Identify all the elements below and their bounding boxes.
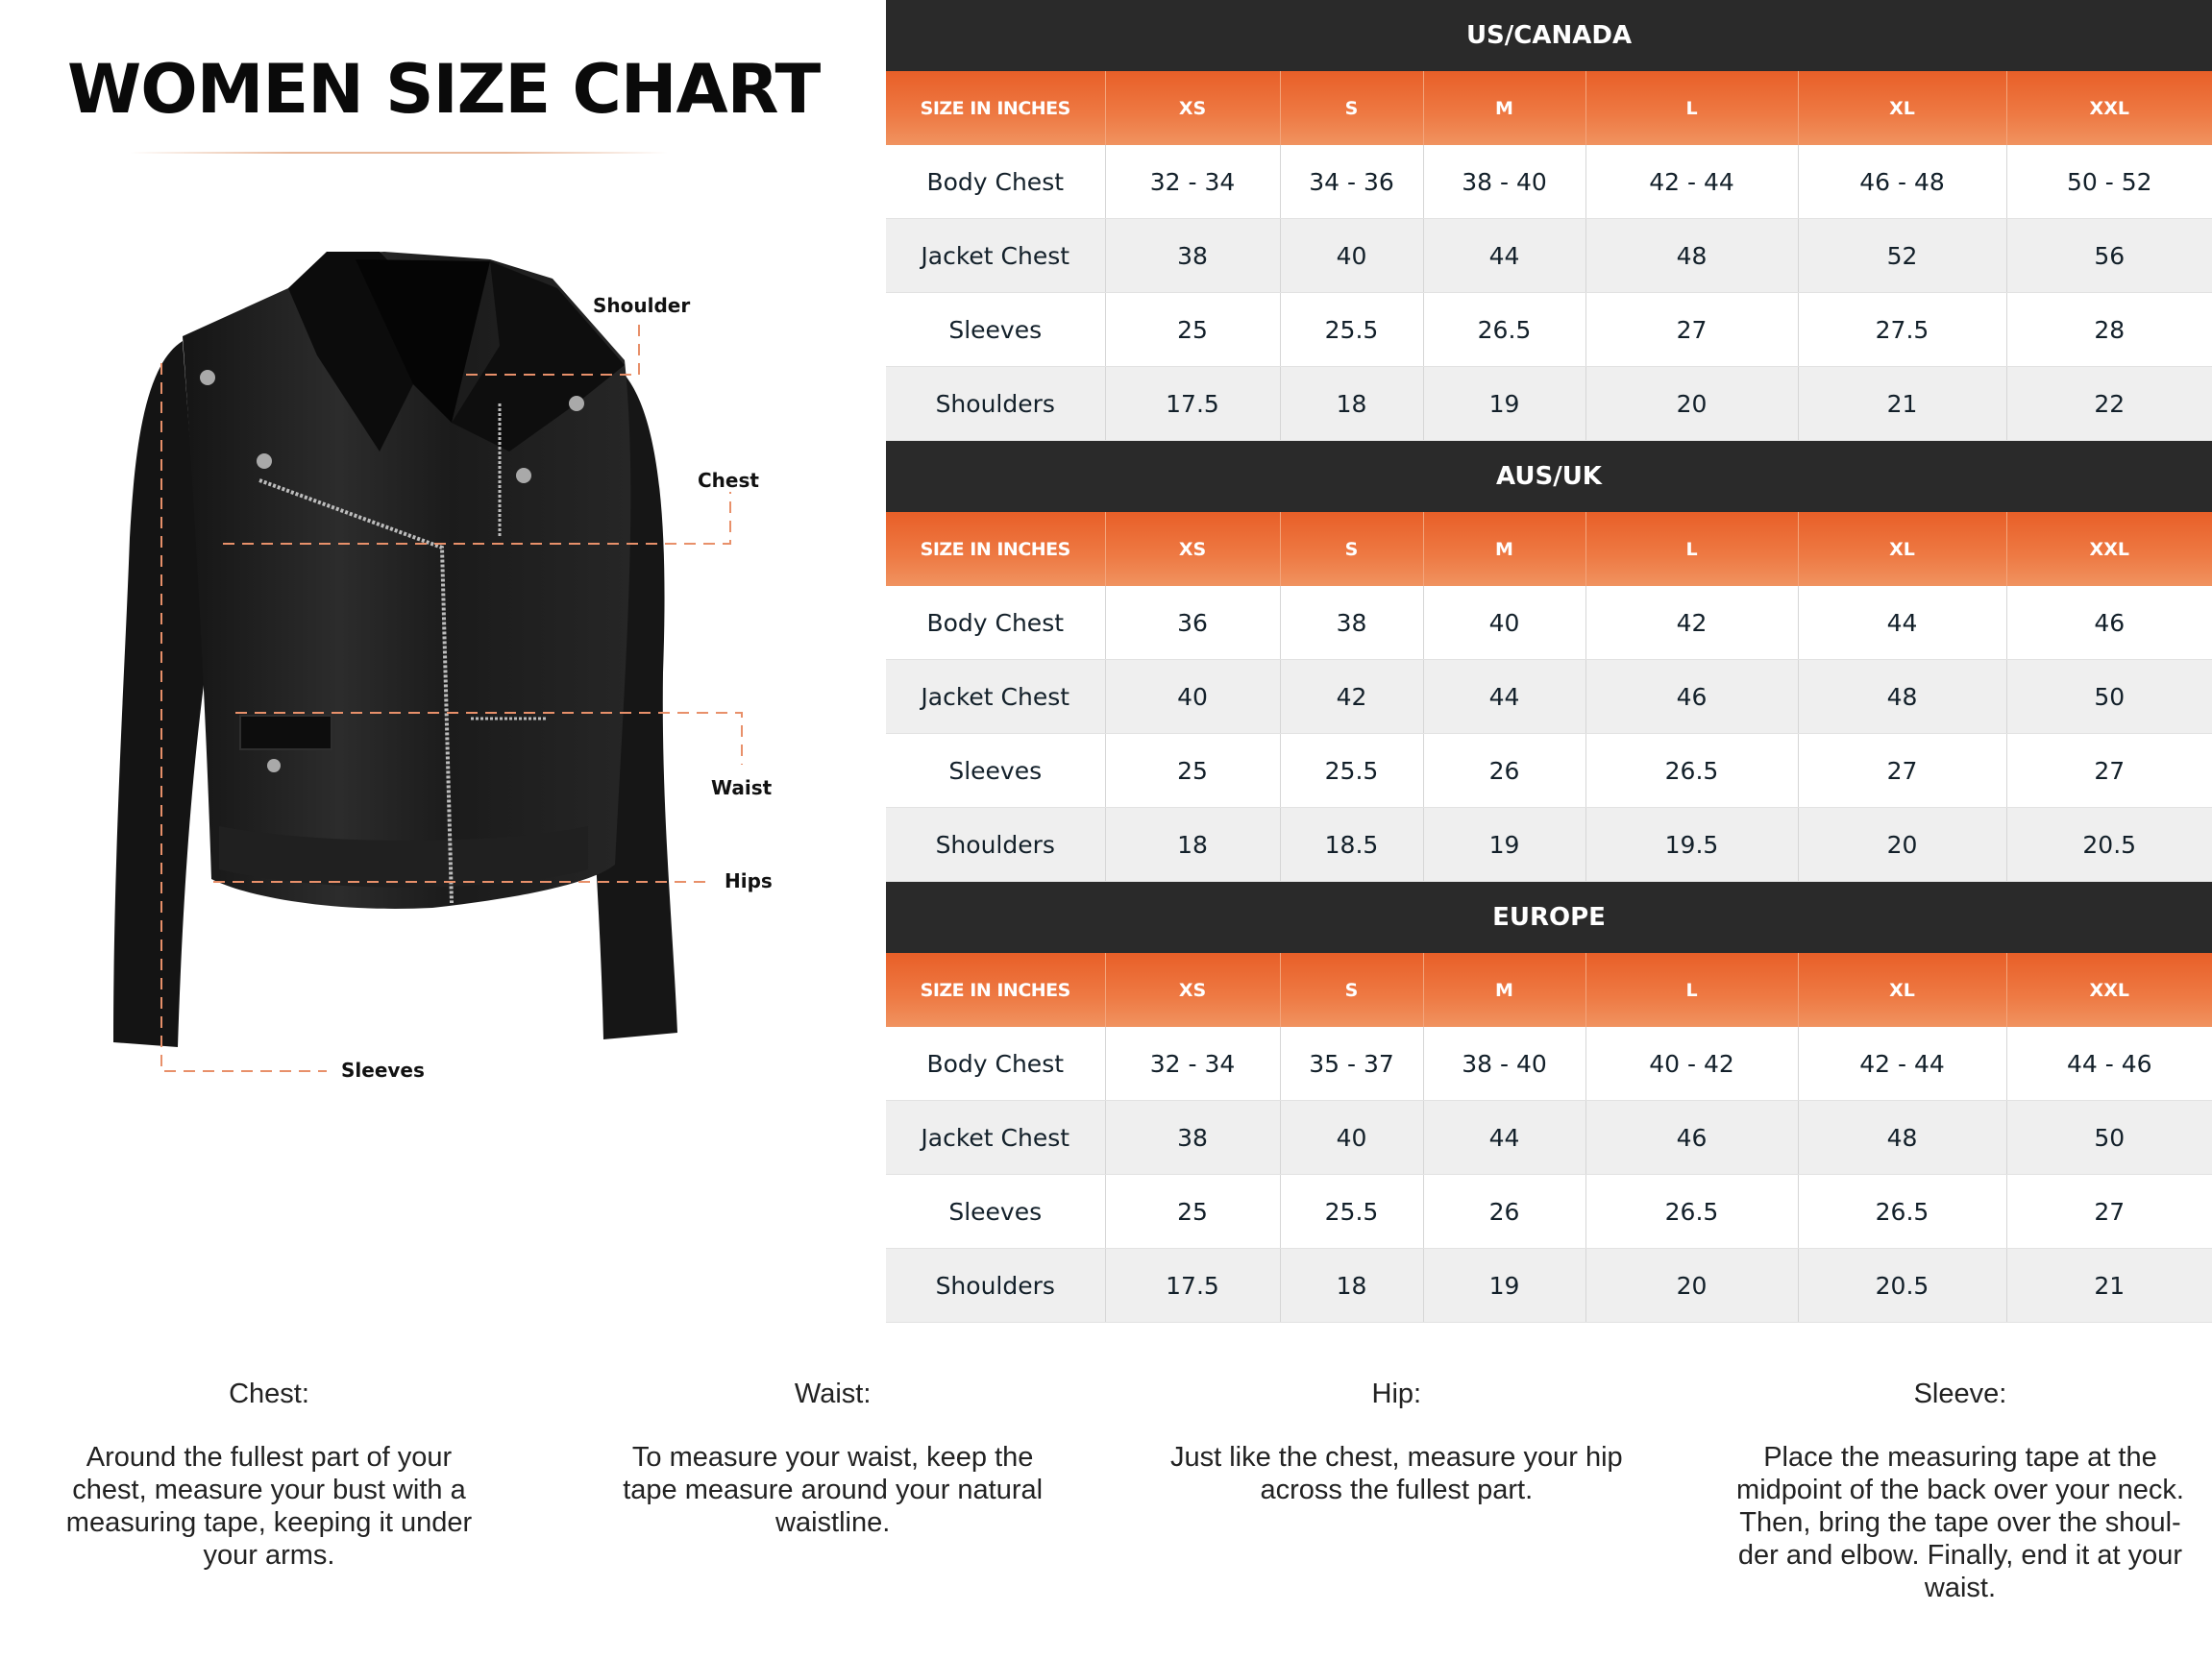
cell: 38 <box>1105 1101 1280 1175</box>
table-row <box>886 1027 2212 1101</box>
note-line: across the fullest part. <box>1260 1475 1534 1505</box>
note-line: der and elbow. Finally, end it at your <box>1737 1540 2183 1571</box>
cell: 48 <box>1798 660 2006 734</box>
cell: 35 - 37 <box>1280 1027 1423 1101</box>
cell: 32 - 34 <box>1105 145 1280 219</box>
table-header-row <box>886 71 2212 145</box>
note-line: chest, measure your bust with a <box>72 1475 466 1505</box>
cell: 56 <box>2006 219 2212 293</box>
cell: 25.5 <box>1280 293 1423 367</box>
cell: 27 <box>2006 734 2212 808</box>
row-label: Jacket Chest <box>886 1101 1105 1175</box>
cell: 46 - 48 <box>1798 145 2006 219</box>
cell: 26.5 <box>1423 293 1585 367</box>
guide-label-sleeves: Sleeves <box>341 1059 425 1082</box>
cell: 48 <box>1798 1101 2006 1175</box>
row-label: Body Chest <box>886 1027 1105 1101</box>
header-l: L <box>1585 71 1798 145</box>
cell: 19 <box>1423 808 1585 882</box>
table-row <box>886 367 2212 441</box>
note-line: waist. <box>1924 1573 1997 1603</box>
note-line: Just like the chest, measure your hip <box>1169 1442 1623 1473</box>
title-underline <box>130 152 668 154</box>
cell: 34 - 36 <box>1280 145 1423 219</box>
cell: 27 <box>1798 734 2006 808</box>
table-row <box>886 293 2212 367</box>
cell: 50 <box>2006 1101 2212 1175</box>
header-xs: XS <box>1105 953 1280 1027</box>
cell: 42 - 44 <box>1798 1027 2006 1101</box>
header-xxl: XXL <box>2006 512 2212 586</box>
note-waist <box>602 1378 1064 1604</box>
note-body <box>602 1441 1064 1539</box>
header-s: S <box>1280 71 1423 145</box>
note-line: your arms. <box>203 1540 335 1571</box>
jacket-shape <box>113 252 677 1047</box>
cell: 25.5 <box>1280 1175 1423 1249</box>
header-xl: XL <box>1798 512 2006 586</box>
cell: 26.5 <box>1585 1175 1798 1249</box>
table-row <box>886 734 2212 808</box>
size-tables <box>886 0 2212 1323</box>
cell: 26 <box>1423 734 1585 808</box>
cell: 40 <box>1423 586 1585 660</box>
cell: 19 <box>1423 367 1585 441</box>
table-row <box>886 808 2212 882</box>
note-line: To measure your waist, keep the <box>631 1442 1034 1473</box>
cell: 20 <box>1585 367 1798 441</box>
note-sleeve <box>1730 1378 2191 1604</box>
row-label: Shoulders <box>886 808 1105 882</box>
table-header-row <box>886 953 2212 1027</box>
cell: 46 <box>1585 1101 1798 1175</box>
note-body <box>38 1441 500 1572</box>
note-line: Place the measuring tape at the <box>1763 1442 2157 1473</box>
row-label: Jacket Chest <box>886 660 1105 734</box>
cell: 27 <box>2006 1175 2212 1249</box>
cell: 26.5 <box>1585 734 1798 808</box>
row-label: Sleeves <box>886 1175 1105 1249</box>
table-row <box>886 219 2212 293</box>
header-m: M <box>1423 71 1585 145</box>
page-title: WOMEN SIZE CHART <box>67 50 821 129</box>
cell: 40 <box>1105 660 1280 734</box>
region-aus-uk <box>886 441 2212 882</box>
cell: 18 <box>1280 1249 1423 1323</box>
region-us-canada <box>886 0 2212 441</box>
cell: 20.5 <box>2006 808 2212 882</box>
note-line: waistline. <box>775 1507 891 1538</box>
guide-label-chest: Chest <box>698 469 759 492</box>
header-xxl: XXL <box>2006 71 2212 145</box>
header-xxl: XXL <box>2006 953 2212 1027</box>
note-chest <box>38 1378 500 1604</box>
cell: 44 <box>1423 1101 1585 1175</box>
cell: 32 - 34 <box>1105 1027 1280 1101</box>
note-line: Then, bring the tape over the shoul- <box>1739 1507 2181 1538</box>
note-line: midpoint of the back over your neck. <box>1736 1475 2184 1505</box>
header-xs: XS <box>1105 512 1280 586</box>
cell: 44 <box>1423 219 1585 293</box>
note-title: Waist: <box>794 1379 872 1409</box>
header-m: M <box>1423 953 1585 1027</box>
region-title: AUS/UK <box>886 441 2212 512</box>
cell: 17.5 <box>1105 1249 1280 1323</box>
note-line: Around the fullest part of your <box>86 1442 453 1473</box>
measuring-notes <box>38 1378 2191 1604</box>
cell: 18 <box>1280 367 1423 441</box>
cell: 38 - 40 <box>1423 145 1585 219</box>
note-body <box>1166 1441 1627 1506</box>
cell: 26.5 <box>1798 1175 2006 1249</box>
header-xs: XS <box>1105 71 1280 145</box>
cell: 20 <box>1585 1249 1798 1323</box>
cell: 20.5 <box>1798 1249 2006 1323</box>
cell: 18.5 <box>1280 808 1423 882</box>
cell: 25 <box>1105 293 1280 367</box>
cell: 42 <box>1585 586 1798 660</box>
row-label: Body Chest <box>886 586 1105 660</box>
row-label: Shoulders <box>886 367 1105 441</box>
header-s: S <box>1280 512 1423 586</box>
note-title: Chest: <box>229 1379 309 1409</box>
cell: 40 <box>1280 219 1423 293</box>
table-row <box>886 1175 2212 1249</box>
cell: 42 <box>1280 660 1423 734</box>
cell: 40 - 42 <box>1585 1027 1798 1101</box>
table-header-row <box>886 512 2212 586</box>
cell: 28 <box>2006 293 2212 367</box>
cell: 27 <box>1585 293 1798 367</box>
size-table <box>886 71 2212 441</box>
row-label: Shoulders <box>886 1249 1105 1323</box>
header-xl: XL <box>1798 953 2006 1027</box>
cell: 27.5 <box>1798 293 2006 367</box>
region-europe <box>886 882 2212 1323</box>
cell: 42 - 44 <box>1585 145 1798 219</box>
cell: 46 <box>1585 660 1798 734</box>
header-s: S <box>1280 953 1423 1027</box>
note-body <box>1730 1441 2191 1604</box>
header-l: L <box>1585 953 1798 1027</box>
cell: 21 <box>1798 367 2006 441</box>
cell: 25 <box>1105 734 1280 808</box>
table-row <box>886 145 2212 219</box>
cell: 26 <box>1423 1175 1585 1249</box>
guide-label-shoulder: Shoulder <box>593 294 691 317</box>
cell: 38 <box>1105 219 1280 293</box>
size-table <box>886 953 2212 1323</box>
cell: 38 - 40 <box>1423 1027 1585 1101</box>
region-title: EUROPE <box>886 882 2212 953</box>
cell: 44 <box>1423 660 1585 734</box>
note-line: tape measure around your natural <box>623 1475 1044 1505</box>
header-m: M <box>1423 512 1585 586</box>
note-hip <box>1166 1378 1627 1604</box>
cell: 50 - 52 <box>2006 145 2212 219</box>
guide-label-hips: Hips <box>725 869 773 892</box>
cell: 38 <box>1280 586 1423 660</box>
header-size-in-inches: SIZE IN INCHES <box>886 512 1105 586</box>
table-row <box>886 1101 2212 1175</box>
cell: 48 <box>1585 219 1798 293</box>
cell: 46 <box>2006 586 2212 660</box>
row-label: Sleeves <box>886 293 1105 367</box>
cell: 25 <box>1105 1175 1280 1249</box>
cell: 52 <box>1798 219 2006 293</box>
note-title: Sleeve: <box>1913 1379 2007 1409</box>
table-row <box>886 1249 2212 1323</box>
cell: 20 <box>1798 808 2006 882</box>
header-l: L <box>1585 512 1798 586</box>
table-row <box>886 586 2212 660</box>
row-label: Jacket Chest <box>886 219 1105 293</box>
cell: 25.5 <box>1280 734 1423 808</box>
cell: 50 <box>2006 660 2212 734</box>
header-size-in-inches: SIZE IN INCHES <box>886 953 1105 1027</box>
cell: 17.5 <box>1105 367 1280 441</box>
guide-label-waist: Waist <box>711 776 773 799</box>
cell: 18 <box>1105 808 1280 882</box>
cell: 19 <box>1423 1249 1585 1323</box>
row-label: Sleeves <box>886 734 1105 808</box>
note-line: measuring tape, keeping it under <box>65 1507 473 1538</box>
cell: 19.5 <box>1585 808 1798 882</box>
region-title: US/CANADA <box>886 0 2212 71</box>
cell: 40 <box>1280 1101 1423 1175</box>
row-label: Body Chest <box>886 145 1105 219</box>
header-size-in-inches: SIZE IN INCHES <box>886 71 1105 145</box>
cell: 36 <box>1105 586 1280 660</box>
cell: 44 - 46 <box>2006 1027 2212 1101</box>
cell: 21 <box>2006 1249 2212 1323</box>
size-table <box>886 512 2212 882</box>
table-row <box>886 660 2212 734</box>
cell: 22 <box>2006 367 2212 441</box>
note-title: Hip: <box>1371 1379 1422 1409</box>
header-xl: XL <box>1798 71 2006 145</box>
cell: 44 <box>1798 586 2006 660</box>
jacket-illustration <box>96 221 769 1086</box>
